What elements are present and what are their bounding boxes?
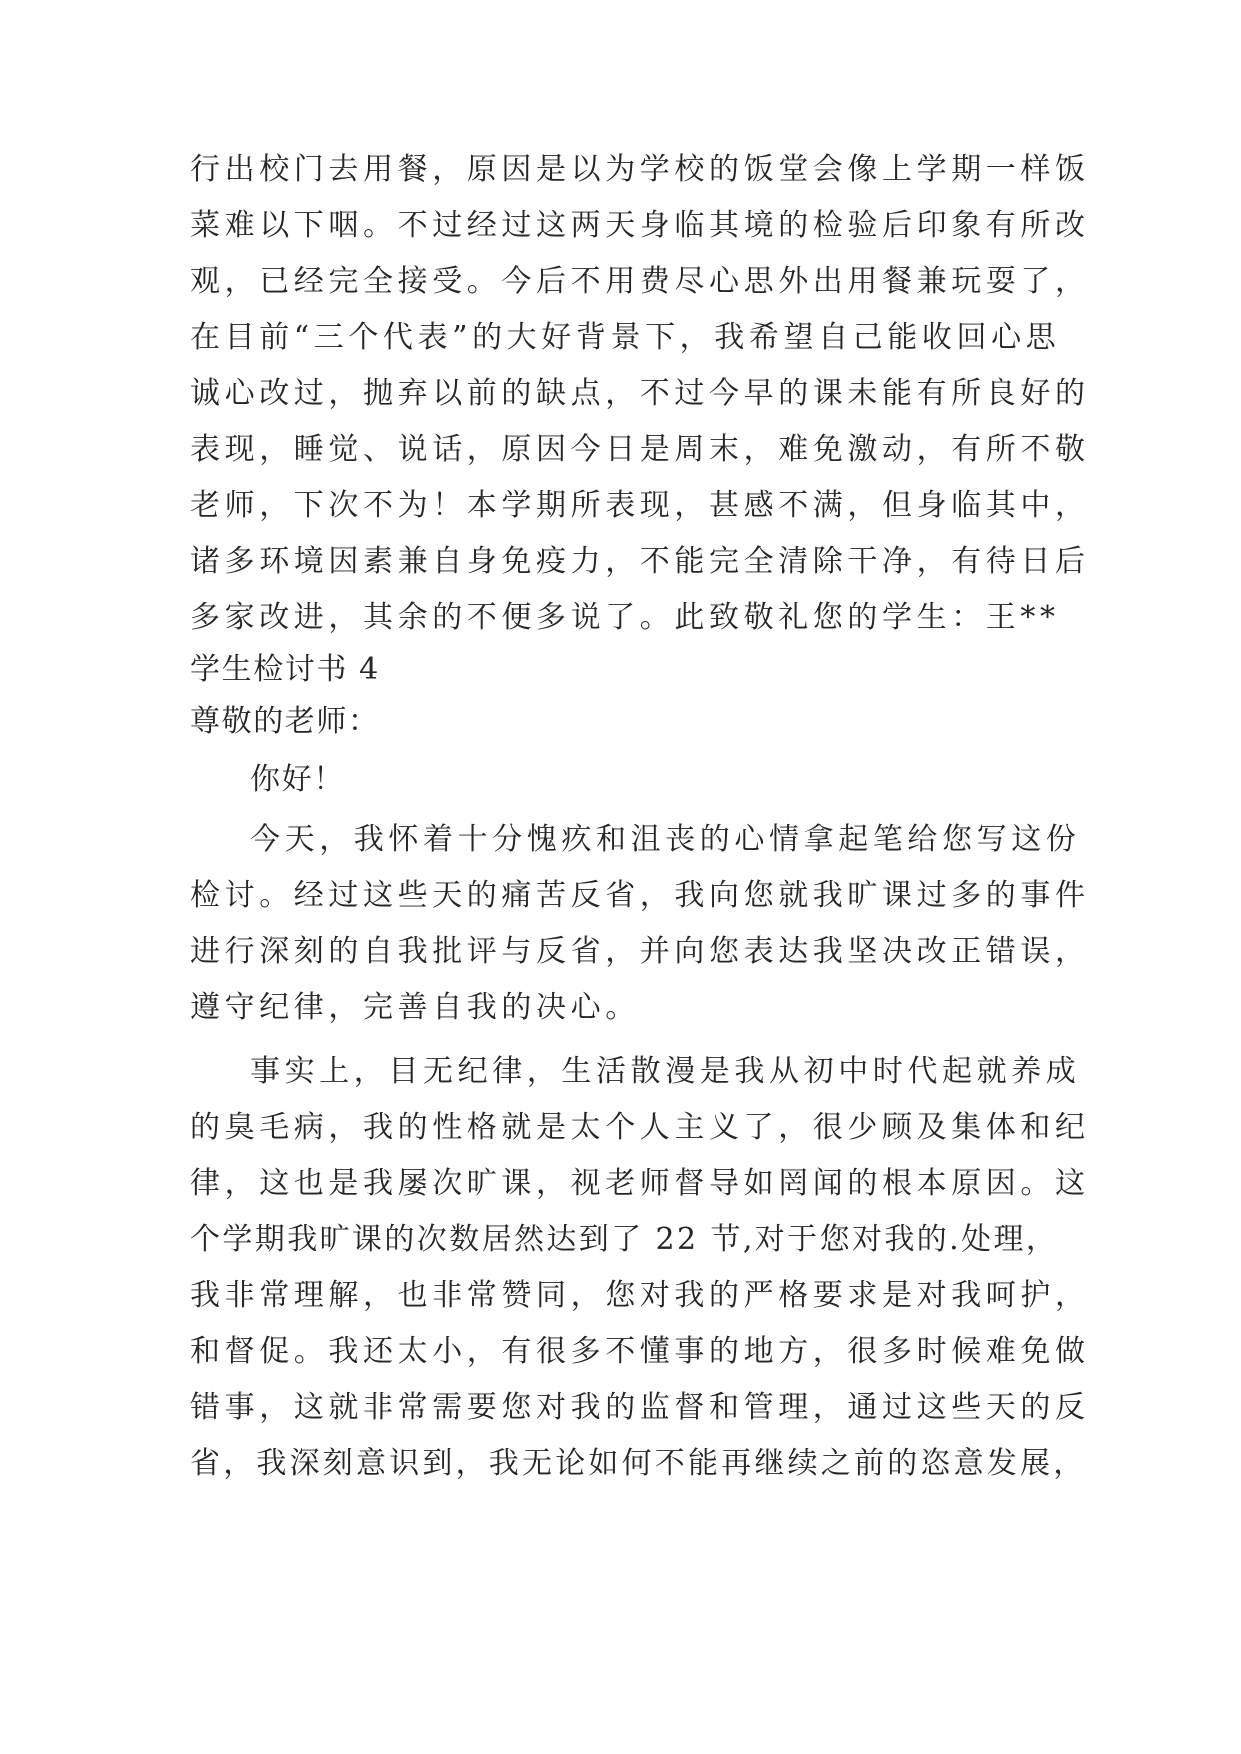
text-line: 表现，睡觉、说话，原因今日是周末，难免激动，有所不敬 <box>190 432 1090 467</box>
text-line: 遵守纪律，完善自我的决心。 <box>190 990 640 1025</box>
text-line: 省，我深刻意识到，我无论如何不能再继续之前的恣意发展， <box>190 1446 1087 1481</box>
text-line: 和督促。我还太小，有很多不懂事的地方，很多时候难免做 <box>190 1334 1090 1369</box>
text-line: 诸多环境因素兼自身免疫力，不能完全清除干净，有待日后 <box>190 544 1090 579</box>
text-line: 进行深刻的自我批评与反省，并向您表达我坚决改正错误， <box>190 934 1090 969</box>
text-line: 多家改进，其余的不便多说了。此致敬礼您的学生：王** <box>190 600 1060 635</box>
text-line: 检讨。经过这些天的痛苦反省，我向您就我旷课过多的事件 <box>190 878 1090 913</box>
text-line: 诚心改过，抛弃以前的缺点，不过今早的课未能有所良好的 <box>190 376 1090 411</box>
section-title: 学生检讨书 4 <box>190 652 380 687</box>
text-line: 菜难以下咽。不过经过这两天身临其境的检验后印象有所改 <box>190 208 1090 243</box>
text-line: 我非常理解，也非常赞同，您对我的严格要求是对我呵护， <box>190 1278 1090 1313</box>
text-line: 错事，这就非常需要您对我的监督和管理，通过这些天的反 <box>190 1390 1090 1425</box>
salutation: 尊敬的老师： <box>190 704 380 739</box>
text-line: 事实上，目无纪律，生活散漫是我从初中时代起就养成 <box>250 1054 1081 1089</box>
text-line: 律，这也是我屡次旷课，视老师督导如罔闻的根本原因。这 <box>190 1166 1090 1201</box>
text-line: 老师，下次不为！本学期所表现，甚感不满，但身临其中， <box>190 488 1090 523</box>
text-line: 行出校门去用餐，原因是以为学校的饭堂会像上学期一样饭 <box>190 152 1090 187</box>
text-line: 的臭毛病，我的性格就是太个人主义了，很少顾及集体和纪 <box>190 1110 1090 1145</box>
text-line: 观，已经完全接受。今后不用费尽心思外出用餐兼玩耍了， <box>190 264 1090 299</box>
text-line: 今天，我怀着十分愧疚和沮丧的心情拿起笔给您写这份 <box>250 822 1081 857</box>
greeting: 你好！ <box>250 762 345 797</box>
text-line: 在目前“三个代表”的大好背景下，我希望自己能收回心思 <box>190 320 1061 355</box>
text-line: 个学期我旷课的次数居然达到了 22 节,对于您对我的.处理， <box>190 1222 1059 1257</box>
